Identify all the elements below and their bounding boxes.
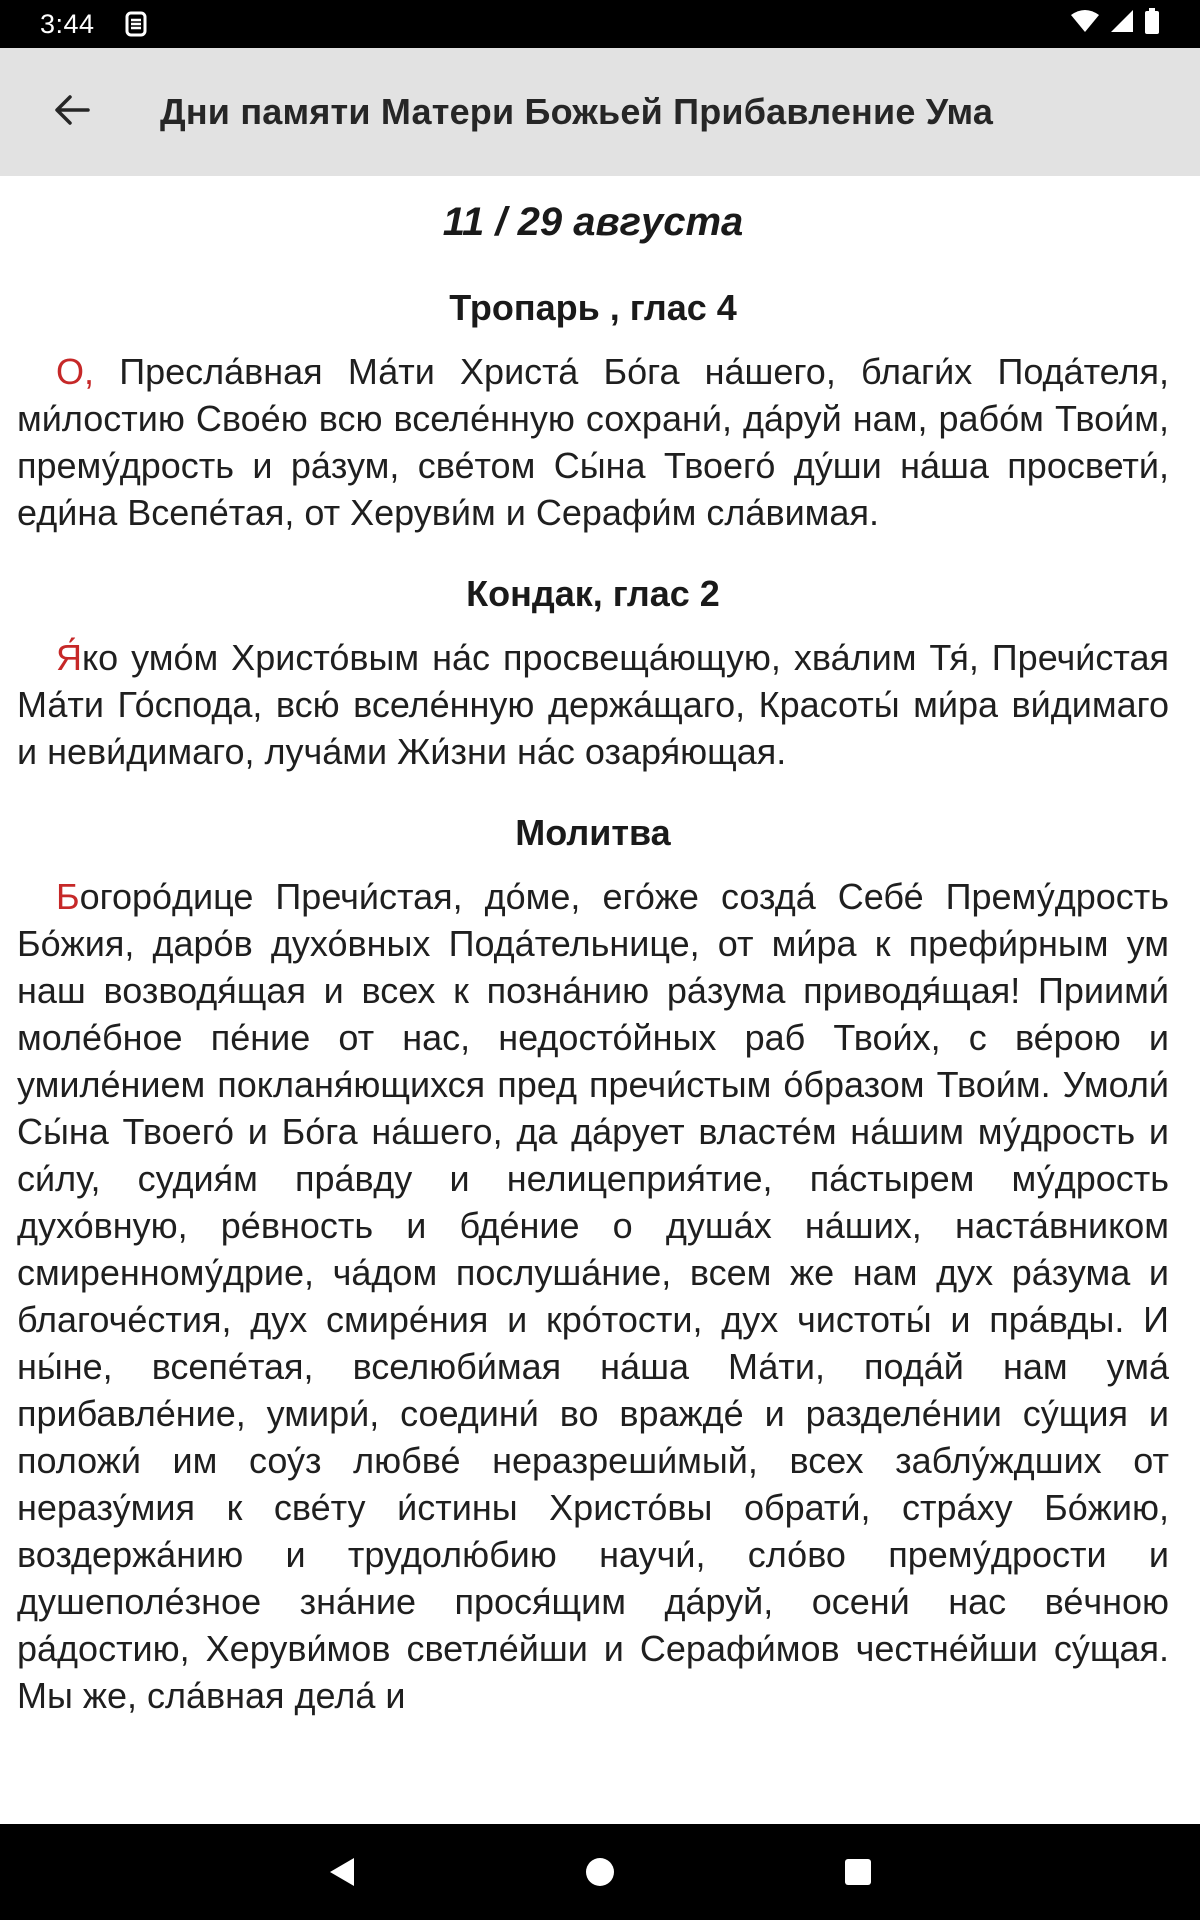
status-time: 3:44 [40,8,95,39]
notification-icon [125,11,147,37]
status-bar [0,0,1200,48]
kontakion-text [17,634,1169,775]
battery-icon [1144,8,1160,41]
kontakion-heading: Кондак, глас 2 [466,573,720,614]
app-bar [0,48,1200,176]
troparion-heading: Тропарь , глас 4 [449,287,737,328]
nav-recent-button[interactable] [838,1852,878,1892]
prayer-heading: Молитва [515,812,671,853]
date-heading: 11 / 29 августа [442,200,744,244]
signal-icon [1110,9,1134,40]
nav-back-button[interactable] [322,1852,362,1892]
kontakion-body: ко умо́м Христо́вым на́с просвеща́ющую, хва́лим Тя́, Пречи́стая Ма́ти Го́спода, всю́ вселе́нную держа́щаго, Красоты́ ми́ра ви́димаго и неви́димаго, луча́ми Жи́зни на́с озаря́ющая. [17,637,1169,772]
prayer-body: огоро́дице Пречи́стая, до́ме, его́же созда́ Себе́ Прему́дрость Бо́жия, даро́в духо́вных Пода́тельнице, от ми́ра к префи́рным ум наш возводя́щая и всех к позна́нию ра́зума приводя́щая! Приими́ моле́бное пе́ние от нас, недосто́йных раб Твои́х, с ве́рою и умиле́нием покланя́ющихся пред пречи́стым о́бразом Твои́м. Умоли́ Сы́на Твоего́ и Бо́га на́шего, да да́рует власте́м на́шим му́дрость и си́лу, судия́м пра́вду и нелицеприя́тие, па́стырем му́дрость духо́вную, ре́вность и бде́ние о душа́х на́ших, наста́вником смиренному́дрие, ча́дом послуша́ние, всем же нам дух ра́зума и благоче́стия, дух смире́ния и кро́тости, дух чистоты́ и пра́вды. И ны́не, всепе́тая, вселюби́мая на́ша Ма́ти, пода́й нам ума́ прибавле́ние, умири́, соедини́ во вражде́ и разделе́нии су́щия и положи́ им соу́з любве́ неразреши́мый, всех заблу́ждших от неразу́мия к све́ту и́стины Христо́вы обрати́, стра́ху Бо́жию, воздержа́нию и трудолю́бию научи́, сло́во прему́дрости и душеполе́зное зна́ние прося́щим да́руй, осени́ нас ве́чною ра́достию, Херуви́мов светле́йши и Серафи́мов честне́йши су́щая. Мы же, сла́вная дела́ и [17,876,1169,1716]
troparion-initial: О, [56,351,95,392]
troparion-body: Пресла́вная Ма́ти Христа́ Бо́га на́шего, благи́х Пода́теля, ми́лостию Свое́ю всю вселе́нную сохрани́, да́руй нам, рабо́м Твои́м, прему́дрость и ра́зум, све́том Сы́на Твоего́ ду́ши на́ша просвети́, еди́на Всепе́тая, от Херуви́м и Серафи́м сла́вимая. [17,351,1169,533]
kontakion-initial: Я́ [56,637,82,678]
navigation-bar [0,1824,1200,1920]
page-title: Дни памяти Матери Божьей Прибавление Ума [160,91,994,132]
troparion-text [17,348,1169,536]
circle-home-icon [580,1879,620,1896]
square-recent-icon [838,1879,878,1896]
prayer-text [17,873,1169,1719]
triangle-back-icon [322,1879,362,1896]
back-button[interactable] [36,76,108,148]
scrollbar[interactable] [1186,176,1200,1824]
nav-home-button[interactable] [580,1852,620,1892]
prayer-initial: Б [56,876,80,917]
status-icons [1070,8,1160,41]
reading-content[interactable] [0,176,1186,1824]
wifi-icon [1070,9,1100,40]
arrow-back-icon [54,94,90,131]
